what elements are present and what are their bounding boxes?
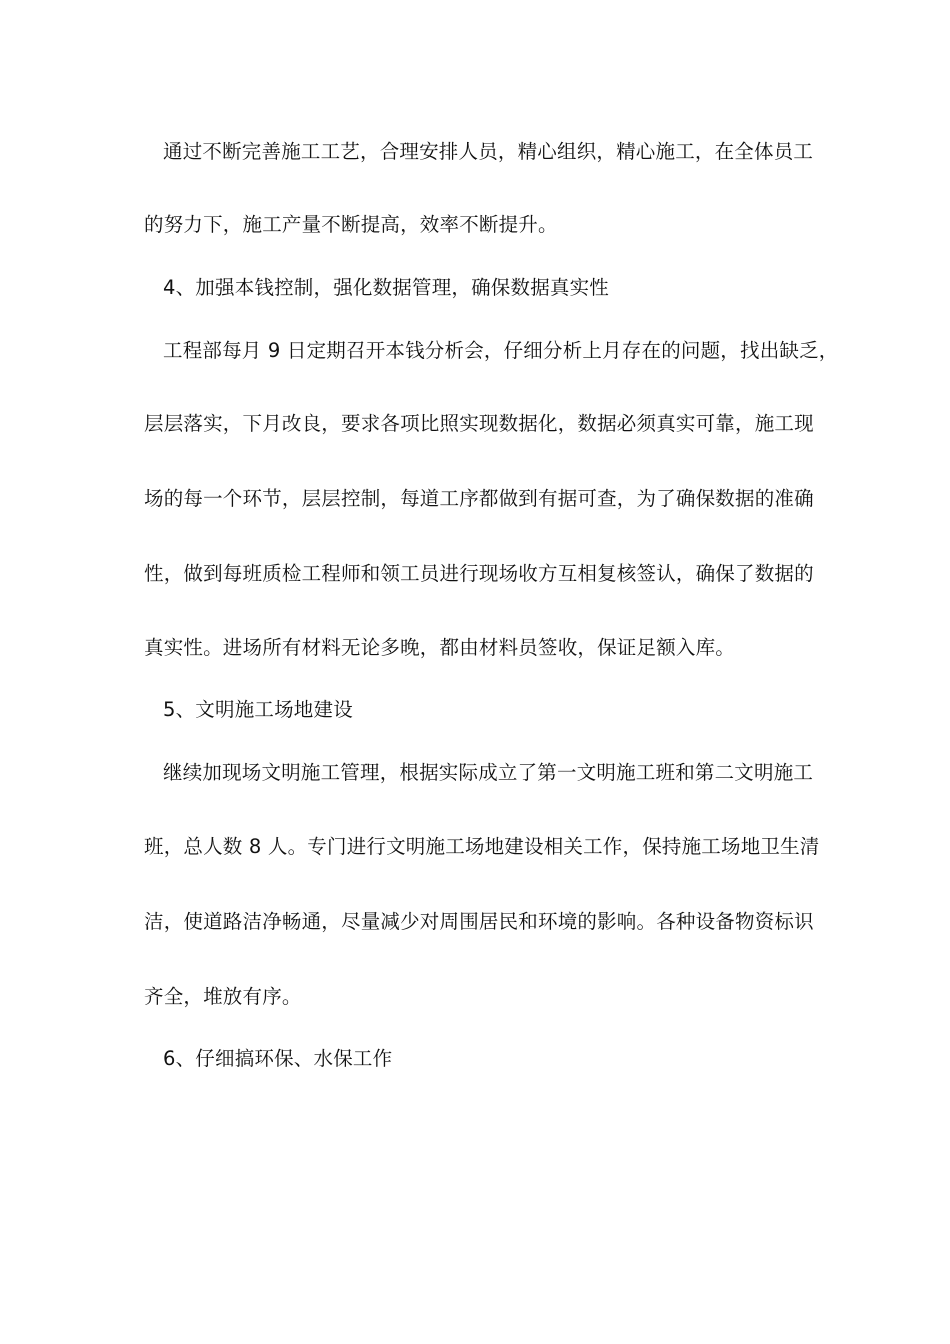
paragraph-line: 继续加现场文明施工管理，根据实际成立了第一文明施工班和第二文明施工 bbox=[163, 761, 814, 784]
paragraph-line: 场的每一个环节，层层控制，每道工序都做到有据可查，为了确保数据的准确 bbox=[144, 487, 814, 510]
paragraph-line: 的努力下，施工产量不断提高，效率不断提升。 bbox=[144, 213, 558, 236]
paragraph-line: 齐全，堆放有序。 bbox=[144, 985, 302, 1008]
paragraph-line: 真实性。进场所有材料无论多晚，都由材料员签收，保证足额入库。 bbox=[144, 636, 736, 659]
section-heading-4: 4、加强本钱控制，强化数据管理，确保数据真实性 bbox=[163, 276, 610, 299]
paragraph-line: 工程部每月 9 日定期召开本钱分析会，仔细分析上月存在的问题，找出缺乏， bbox=[163, 339, 839, 362]
section-heading-6: 6、仔细搞环保、水保工作 bbox=[163, 1047, 393, 1070]
paragraph-line: 洁，使道路洁净畅通，尽量减少对周围居民和环境的影响。各种设备物资标识 bbox=[144, 910, 814, 933]
paragraph-line: 通过不断完善施工工艺，合理安排人员，精心组织，精心施工，在全体员工 bbox=[163, 140, 814, 163]
section-heading-5: 5、文明施工场地建设 bbox=[163, 698, 353, 721]
paragraph-line: 层层落实，下月改良，要求各项比照实现数据化，数据必须真实可靠，施工现 bbox=[144, 412, 814, 435]
paragraph-line: 班，总人数 8 人。专门进行文明施工场地建设相关工作，保持施工场地卫生清 bbox=[144, 835, 820, 858]
paragraph-line: 性，做到每班质检工程师和领工员进行现场收方互相复核签认，确保了数据的 bbox=[144, 562, 814, 585]
